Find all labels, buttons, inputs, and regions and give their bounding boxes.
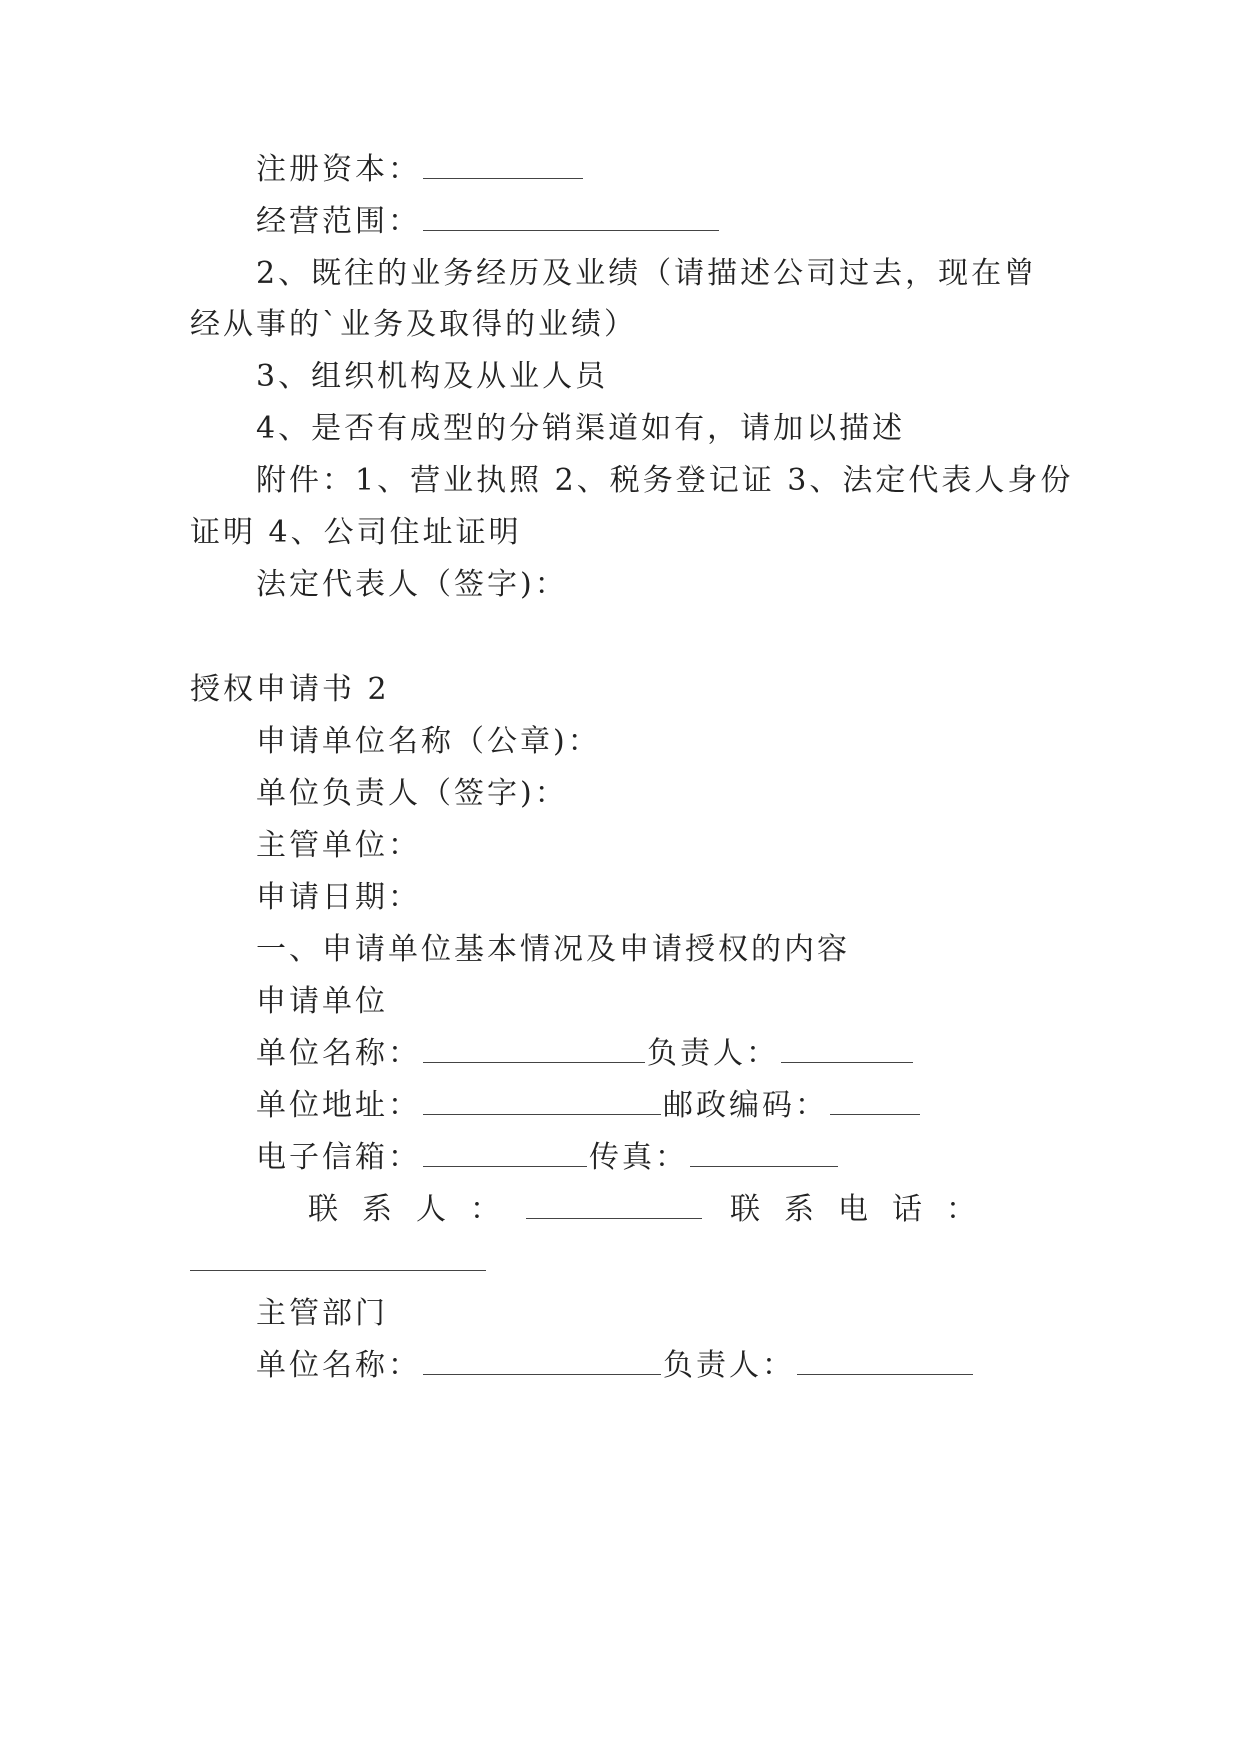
registered-capital-row [256, 150, 1116, 190]
dept-unit-name-row [256, 1346, 1116, 1386]
contact-phone-blank[interactable] [190, 1244, 486, 1271]
application-date: 申请日期： [256, 880, 421, 915]
item2-line1: 2、既往的业务经历及业绩（请描述公司过去，现在曾 [256, 256, 1038, 291]
registered-capital-label: 注册资本： [256, 152, 421, 187]
legal-rep-signature: 法定代表人（签字)： [256, 567, 568, 602]
section2-title: 授权申请书 2 [190, 672, 390, 707]
item4: 4、是否有成型的分销渠道如有，请加以描述 [256, 411, 906, 446]
dept-unit-name-blank[interactable] [423, 1348, 661, 1375]
supervising-unit: 主管单位： [256, 828, 421, 863]
contact-phone-label: 联系电话： [730, 1192, 1000, 1227]
person-in-charge-label: 负责人： [647, 1036, 779, 1071]
unit-address-label: 单位地址： [256, 1088, 421, 1123]
fax-label: 传真： [589, 1140, 688, 1175]
unit-address-row [256, 1086, 1116, 1126]
contact-blank[interactable] [526, 1192, 702, 1219]
contact-phone-blank-row [190, 1242, 1050, 1282]
postal-code-label: 邮政编码： [663, 1088, 828, 1123]
fax-blank[interactable] [690, 1140, 838, 1167]
dept-person-in-charge-label: 负责人： [663, 1348, 795, 1383]
dept-unit-name-label: 单位名称： [256, 1348, 421, 1383]
contact-label: 联系人： [308, 1192, 524, 1227]
supervising-dept-heading: 主管部门 [256, 1296, 388, 1331]
dept-person-in-charge-blank[interactable] [797, 1348, 973, 1375]
email-blank[interactable] [423, 1140, 587, 1167]
postal-code-blank[interactable] [830, 1088, 920, 1115]
attachments-line1: 附件：1、营业执照 2、税务登记证 3、法定代表人身份 [256, 463, 1074, 498]
item3: 3、组织机构及从业人员 [256, 359, 609, 394]
applicant-name-seal: 申请单位名称（公章)： [256, 724, 601, 759]
applicant-heading: 申请单位 [256, 984, 388, 1019]
attachments-line2: 证明 4、公司住址证明 [190, 515, 522, 550]
registered-capital-blank[interactable] [423, 152, 583, 179]
email-label: 电子信箱： [256, 1140, 421, 1175]
business-scope-blank[interactable] [423, 204, 719, 231]
unit-name-label: 单位名称： [256, 1036, 421, 1071]
unit-head-signature: 单位负责人（签字)： [256, 776, 568, 811]
person-in-charge-blank[interactable] [781, 1036, 913, 1063]
unit-name-blank[interactable] [423, 1036, 645, 1063]
business-scope-row [256, 202, 1116, 242]
unit-address-blank[interactable] [423, 1088, 661, 1115]
part1-heading: 一、申请单位基本情况及申请授权的内容 [256, 932, 850, 967]
email-fax-row [256, 1138, 1116, 1178]
business-scope-label: 经营范围： [256, 204, 421, 239]
contact-row [308, 1190, 1068, 1230]
item2-line2: 经从事的`业务及取得的业绩） [190, 307, 637, 342]
unit-name-row [256, 1034, 1116, 1074]
